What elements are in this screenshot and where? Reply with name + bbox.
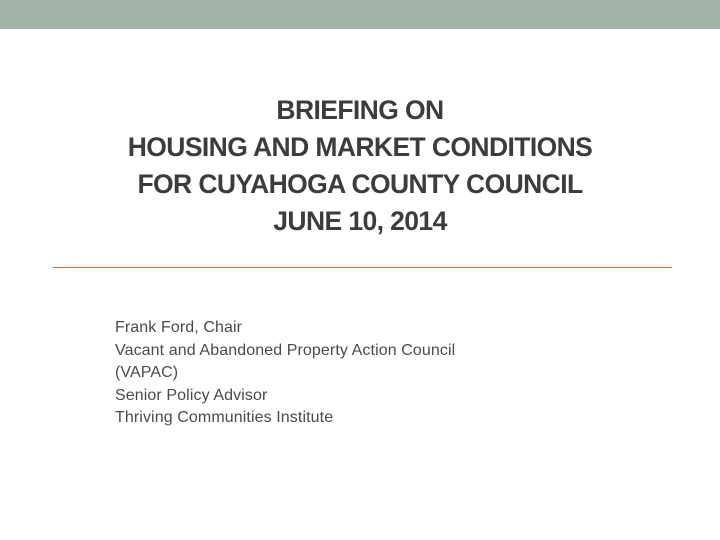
title-divider [53, 267, 672, 268]
slide-title [40, 92, 680, 240]
title-line: BRIEFING ON [276, 95, 444, 125]
top-accent-bar [0, 0, 720, 29]
presenter-line: Thriving Communities Institute [115, 409, 334, 426]
title-line: FOR CUYAHOGA COUNTY COUNCIL [137, 169, 583, 199]
title-line: HOUSING AND MARKET CONDITIONS [127, 132, 593, 162]
presenter-line: Vacant and Abandoned Property Action Council [115, 341, 456, 359]
presenter-line: Senior Policy Advisor [115, 386, 268, 404]
presenter-line: (VAPAC) [115, 364, 179, 381]
title-line: JUNE 10, 2014 [273, 206, 447, 236]
presenter-line: Frank Ford, Chair [115, 319, 243, 336]
presenter-info [115, 317, 675, 430]
